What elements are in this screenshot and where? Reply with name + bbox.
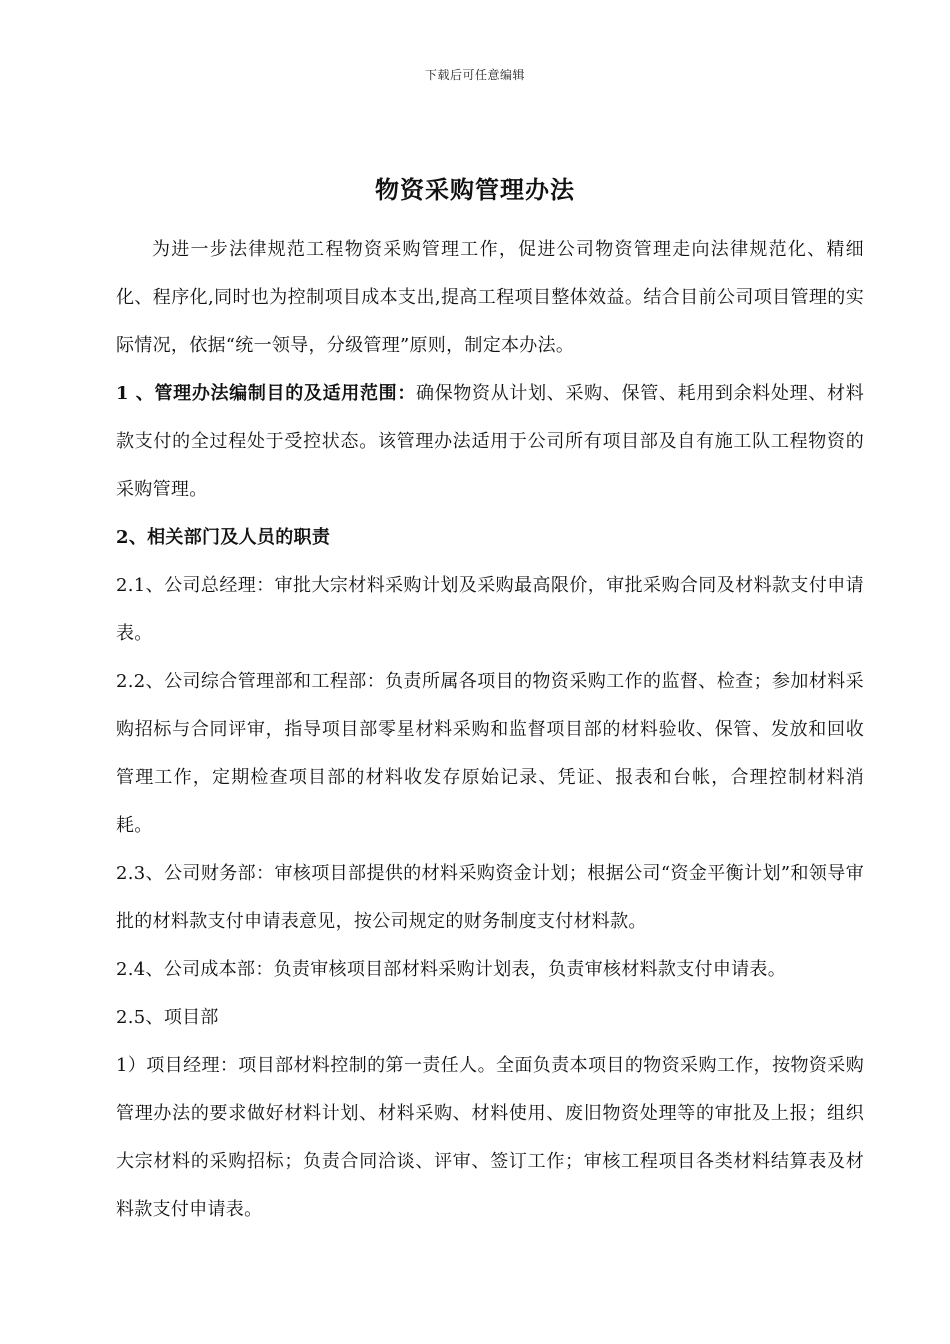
section-2-heading: 2、相关部门及人员的职责 bbox=[116, 527, 331, 548]
page-header: 下载后可任意编辑 bbox=[424, 68, 525, 82]
document-title: 物资采购管理办法 bbox=[375, 175, 575, 204]
section-2-4: 2.4、公司成本部：负责审核项目部材料采购计划表，负责审核材料款支付申请表。 bbox=[116, 959, 787, 980]
section-2-1: 2.1、公司总经理：审批大宗材料采购计划及采购最高限价，审批采购合同及材料款支付申请表。 bbox=[116, 575, 864, 644]
section-1-paragraph bbox=[116, 370, 864, 514]
section-2-2: 2.2、公司综合管理部和工程部：负责所属各项目的物资采购工作的监督、检查；参加材料采购招标与合同评审，指导项目部零星材料采购和监督项目部的材料验收、保管、发放和回收管理工作，定期检查项目部的材料收发存原始记录、凭证、报表和台帐，合理控制材料消耗。 bbox=[116, 671, 864, 836]
document-body bbox=[116, 226, 864, 1234]
section-2-3: 2.3、公司财务部：审核项目部提供的材料采购资金计划；根据公司“资金平衡计划”和领导审批的材料款支付申请表意见，按公司规定的财务制度支付材料款。 bbox=[116, 863, 864, 932]
section-1-heading: 1 、管理办法编制目的及适用范围： bbox=[116, 383, 417, 404]
section-1-body: 确保物资从计划、采购、保管、耗用到余料处理、材料款支付的全过程处于受控状态。该管理办法适用于公司所有项目部及自有施工队工程物资的采购管理。 bbox=[116, 383, 865, 500]
section-2-5: 2.5、项目部 bbox=[116, 1007, 219, 1028]
section-2-5-item-1: 1）项目经理：项目部材料控制的第一责任人。全面负责本项目的物资采购工作，按物资采购管理办法的要求做好材料计划、材料采购、材料使用、废旧物资处理等的审批及上报；组织大宗材料的采购招标；负责合同洽谈、评审、签订工作；审核工程项目各类材料结算表及材料款支付申请表。 bbox=[116, 1055, 864, 1220]
intro-paragraph: 为进一步法律规范工程物资采购管理工作，促进公司物资管理走向法律规范化、精细化、程序化,同时也为控制项目成本支出,提高工程项目整体效益。结合目前公司项目管理的实际情况，依据“统一领导，分级管理”原则，制定本办法。 bbox=[116, 239, 864, 356]
